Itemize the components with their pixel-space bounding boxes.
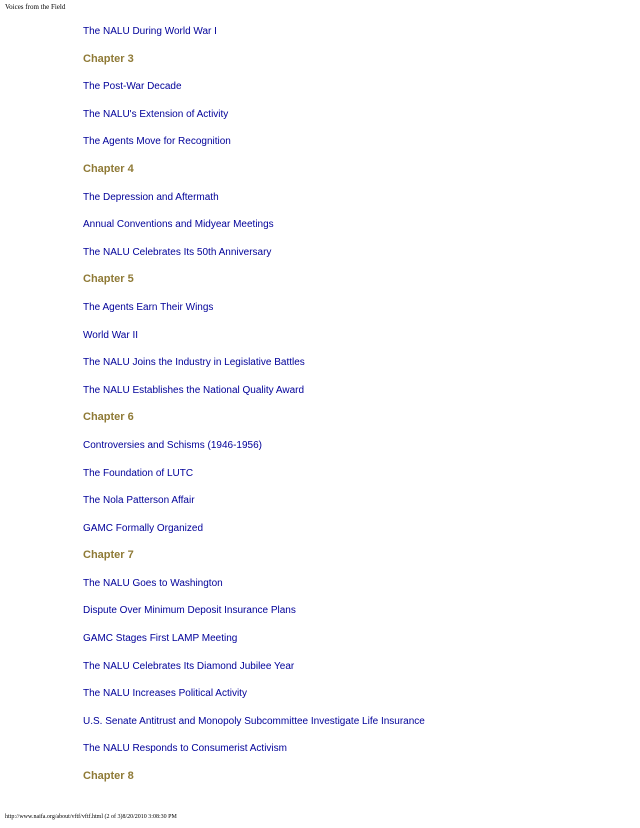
section-link[interactable]: The Nola Patterson Affair [83,495,195,507]
section-link[interactable]: The NALU Responds to Consumerist Activism [83,743,287,755]
section-link[interactable]: GAMC Formally Organized [83,522,204,534]
section-link[interactable]: The Foundation of LUTC [83,467,194,479]
section-link[interactable]: The NALU Increases Political Activity [83,688,247,700]
toc-link-row [83,328,623,356]
section-link[interactable]: The Post-War Decade [83,81,182,93]
section-link[interactable]: The NALU During World War I [83,26,217,37]
toc-link-row [83,631,623,659]
toc-chapter-row [83,548,623,576]
section-link[interactable]: The NALU Goes to Washington [83,577,223,589]
toc-link-row [83,714,623,742]
toc-chapter-row [83,52,623,80]
section-link[interactable]: The NALU's Extension of Activity [83,108,229,120]
toc-link-row [83,466,623,494]
section-link[interactable]: Controversies and Schisms (1946-1956) [83,439,262,451]
toc-link-row [83,355,623,383]
toc-link-row [83,245,623,273]
section-link[interactable]: The NALU Establishes the National Quality Award [83,384,305,396]
section-link[interactable]: Dispute Over Minimum Deposit Insurance Plans [83,605,296,617]
section-link[interactable]: U.S. Senate Antitrust and Monopoly Subcommittee Investigate Life Insurance [83,715,425,727]
toc-chapter-row [83,410,623,438]
toc-link-row [83,190,623,218]
chapter-heading: Chapter 3 [83,52,134,65]
toc-link-row [83,493,623,521]
toc-chapter-row [83,162,623,190]
toc-link-row [83,79,623,107]
toc-link-row [83,24,623,52]
toc-chapter-row [83,769,623,797]
toc-link-row [83,576,623,604]
toc-link-row [83,300,623,328]
chapter-heading: Chapter 8 [83,770,134,783]
chapter-heading: Chapter 4 [83,162,134,175]
toc-link-row [83,383,623,411]
chapter-heading: Chapter 7 [83,549,134,562]
page-header-title: Voices from the Field [5,3,66,11]
toc-chapter-row [83,272,623,300]
table-of-contents [83,24,623,797]
toc-link-row [83,686,623,714]
section-link[interactable]: The Agents Earn Their Wings [83,301,214,313]
section-link[interactable]: The Agents Move for Recognition [83,136,231,148]
chapter-heading: Chapter 6 [83,411,134,424]
section-link[interactable]: World War II [83,329,139,341]
toc-link-row [83,438,623,466]
section-link[interactable]: GAMC Stages First LAMP Meeting [83,633,238,645]
toc-link-row [83,134,623,162]
toc-link-row [83,107,623,135]
section-link[interactable]: The Depression and Aftermath [83,191,219,203]
section-link[interactable]: The NALU Joins the Industry in Legislative Battles [83,357,305,369]
toc-link-row [83,603,623,631]
toc-link-row [83,217,623,245]
chapter-heading: Chapter 5 [83,273,134,286]
toc-link-row [83,521,623,549]
section-link[interactable]: The NALU Celebrates Its 50th Anniversary [83,246,272,258]
toc-link-row [83,741,623,769]
section-link[interactable]: The NALU Celebrates Its Diamond Jubilee Year [83,660,295,672]
section-link[interactable]: Annual Conventions and Midyear Meetings [83,219,274,231]
toc-link-row [83,659,623,687]
page-footer-url: http://www.naifa.org/about/vftf/vftf.html (2 of 3)8/20/2010 3:08:30 PM [5,814,177,820]
